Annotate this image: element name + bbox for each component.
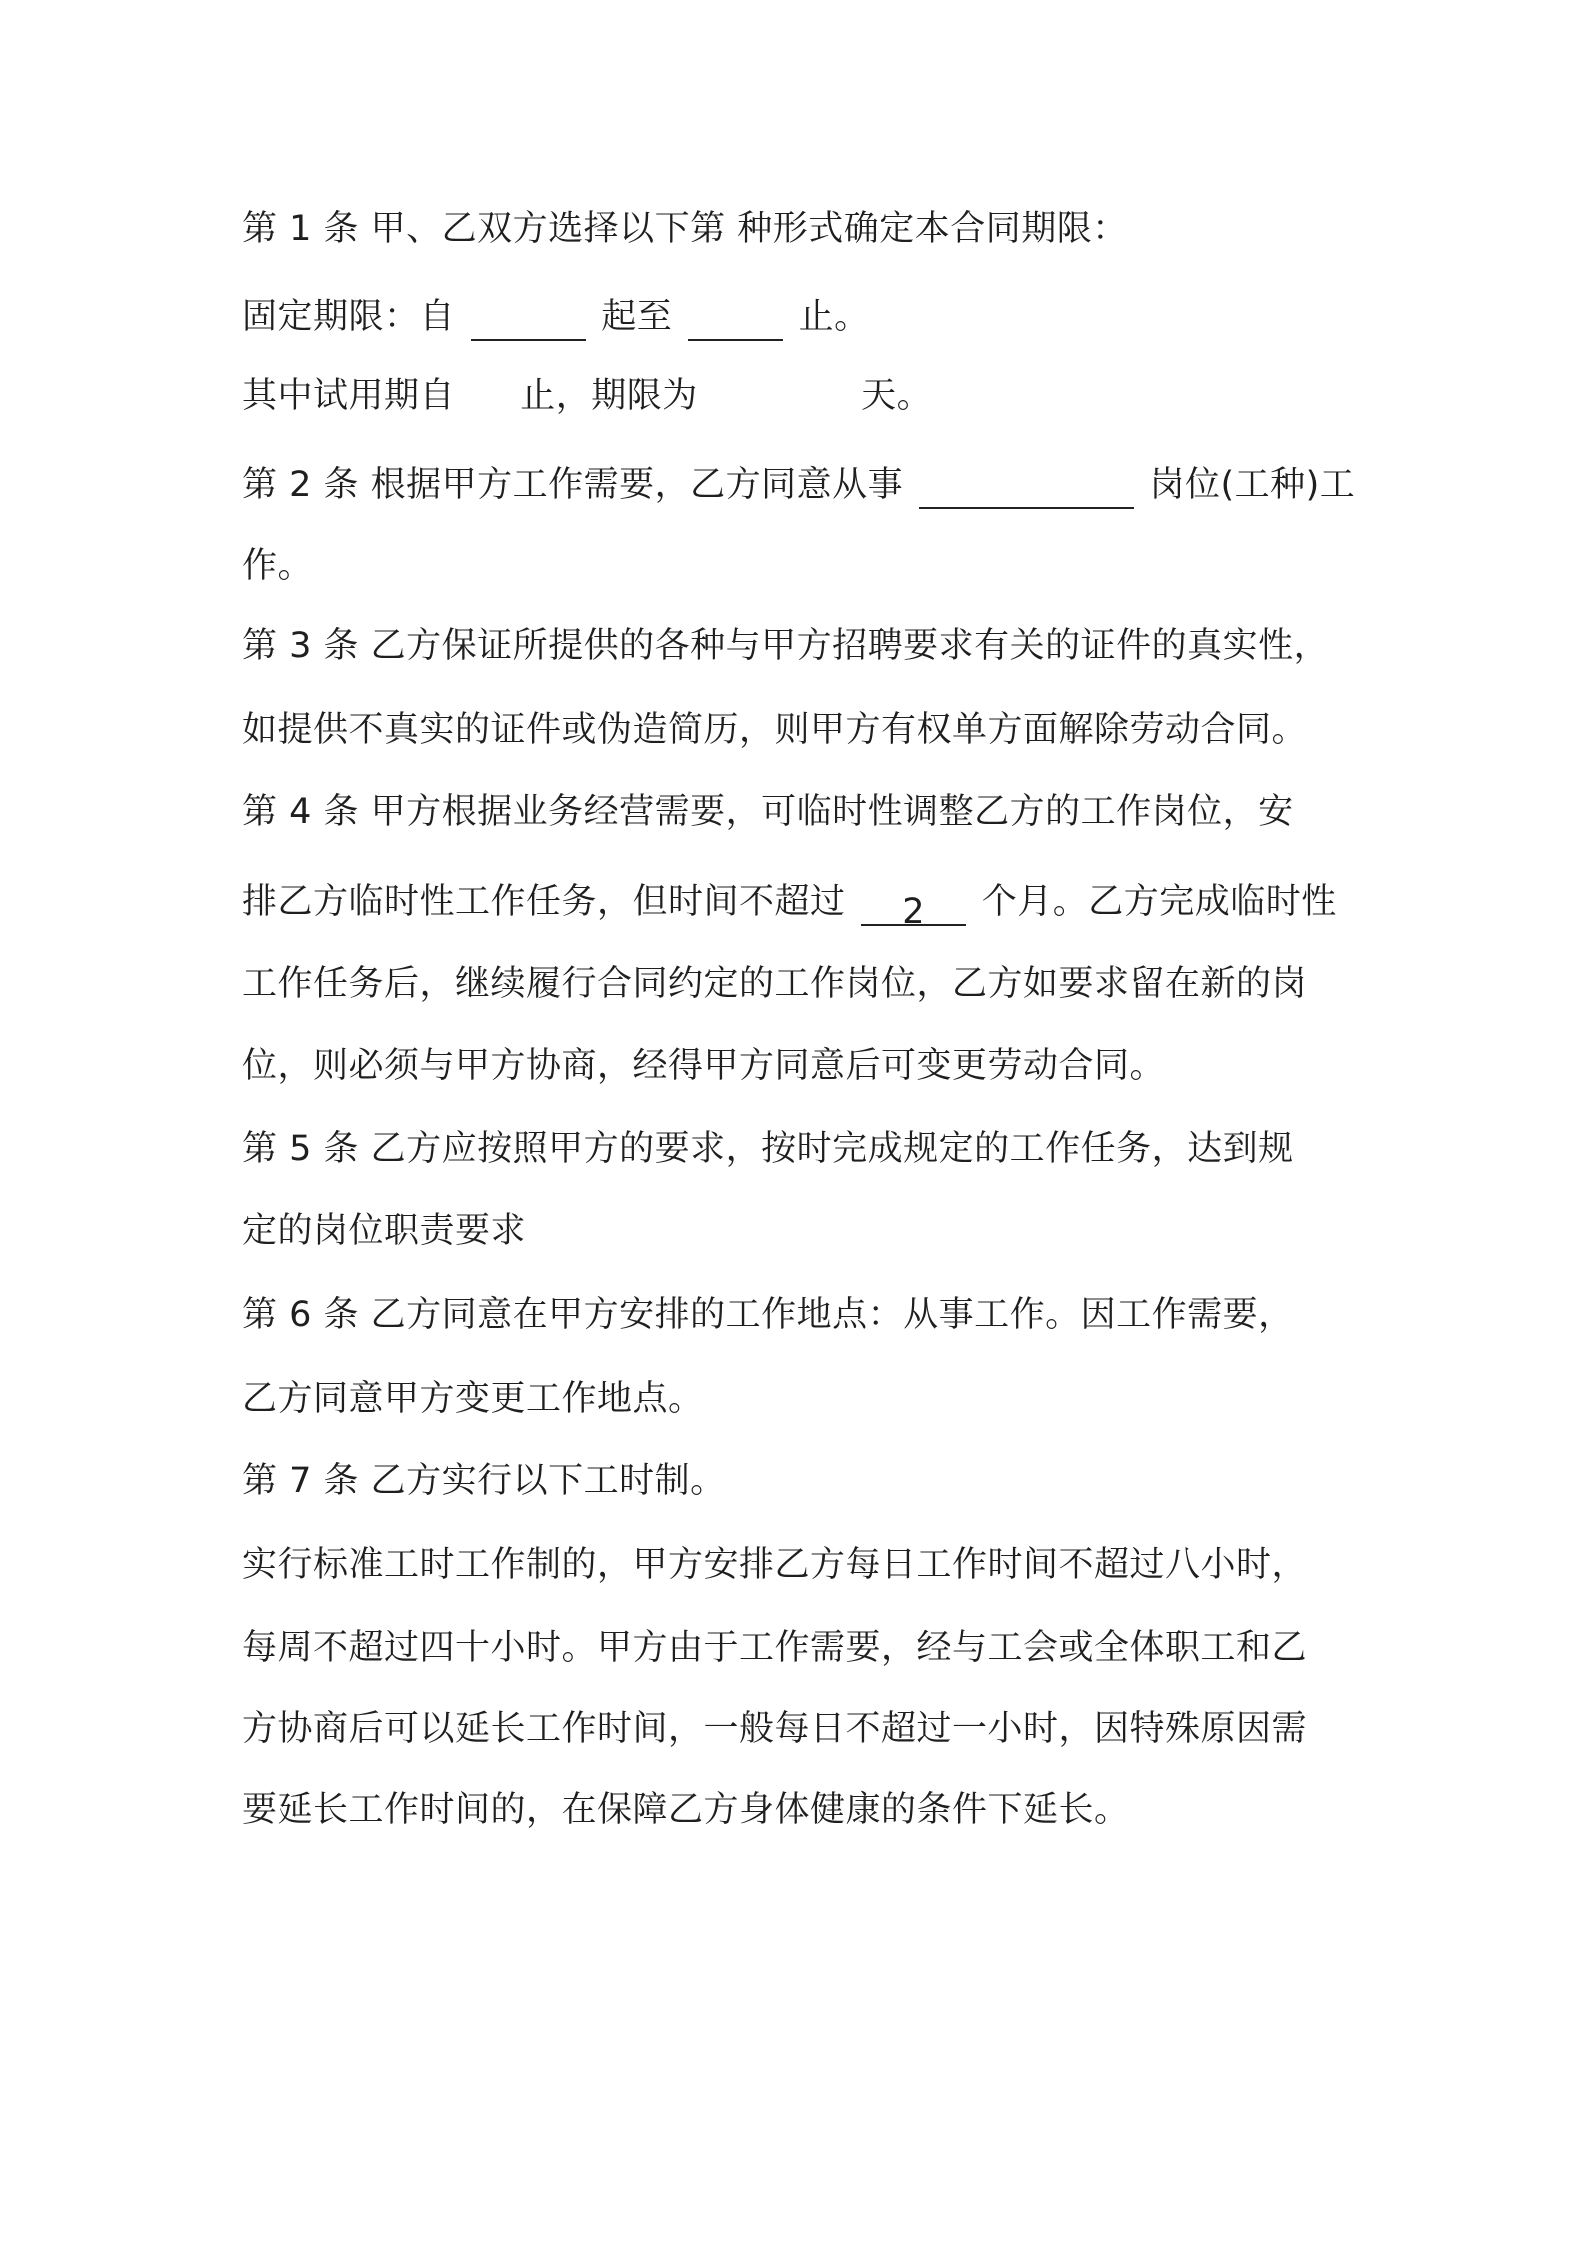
article-7-para-line-2 xyxy=(242,1624,1307,1672)
article-6-text-a: 第 6 条 乙方同意在甲方安排的工作地点：从事工作。因工作需要， xyxy=(242,1295,1294,1335)
article-4-text-d: 工作任务后，继续履行合同约定的工作岗位，乙方如要求留在新的岗 xyxy=(242,964,1308,1004)
fixed-term-label: 固定期限：自 xyxy=(242,297,456,337)
article-6-text-b: 乙方同意甲方变更工作地点。 xyxy=(242,1379,704,1419)
article-1-heading xyxy=(242,205,1128,253)
article-4-text-b: 排乙方临时性工作任务，但时间不超过 xyxy=(242,882,846,922)
article-3-line-2 xyxy=(242,706,1307,754)
article-7-line-1 xyxy=(242,1457,726,1505)
probation-start-label: 其中试用期自 xyxy=(242,376,456,416)
months-blank[interactable]: 2 xyxy=(861,888,966,926)
article-7-text-e: 要延长工作时间的，在保障乙方身体健康的条件下延长。 xyxy=(242,1790,1130,1830)
article-2-text-b: 岗位(工种)工 xyxy=(1149,465,1356,505)
article-7-para-line-4 xyxy=(242,1786,1130,1834)
article-7-text-d: 方协商后可以延长工作时间，一般每日不超过一小时，因特殊原因需 xyxy=(242,1709,1308,1749)
article-2-line-2 xyxy=(242,542,313,590)
article-5-text-a: 第 5 条 乙方应按照甲方的要求，按时完成规定的工作任务，达到规 xyxy=(242,1129,1294,1169)
article-4-line-3 xyxy=(242,960,1307,1008)
article-4-line-4 xyxy=(242,1042,1165,1090)
article-5-line-2 xyxy=(242,1207,526,1255)
article-2-text-c: 作。 xyxy=(242,546,314,586)
until-label: 起至 xyxy=(601,297,673,337)
article-4-line-1 xyxy=(242,788,1294,836)
days-label: 天。 xyxy=(861,376,933,416)
article-2-line-1 xyxy=(242,461,1355,509)
article-4-text-a: 第 4 条 甲方根据业务经营需要，可临时性调整乙方的工作岗位，安 xyxy=(242,792,1294,832)
article-5-line-1 xyxy=(242,1125,1294,1173)
article-4-text-e: 位，则必须与甲方协商，经得甲方同意后可变更劳动合同。 xyxy=(242,1046,1166,1086)
article-7-text-c: 每周不超过四十小时。甲方由于工作需要，经与工会或全体职工和乙 xyxy=(242,1628,1308,1668)
article-1-text: 第 1 条 甲、乙双方选择以下第 种形式确定本合同期限： xyxy=(242,209,1128,249)
probation-line xyxy=(242,372,932,420)
article-5-text-b: 定的岗位职责要求 xyxy=(242,1211,527,1251)
end-date-blank[interactable] xyxy=(688,303,783,341)
article-7-text-b: 实行标准工时工作制的，甲方安排乙方每日工作时间不超过八小时， xyxy=(242,1545,1308,1585)
article-3-text-b: 如提供不真实的证件或伪造简历，则甲方有权单方面解除劳动合同。 xyxy=(242,710,1308,750)
article-3-text-a: 第 3 条 乙方保证所提供的各种与甲方招聘要求有关的证件的真实性， xyxy=(242,626,1330,666)
article-6-line-1 xyxy=(242,1291,1294,1339)
article-3-line-1 xyxy=(242,622,1329,670)
article-2-text-a: 第 2 条 根据甲方工作需要，乙方同意从事 xyxy=(242,465,904,505)
article-7-para-line-1 xyxy=(242,1541,1307,1589)
stop-label: 止。 xyxy=(798,297,870,337)
position-blank[interactable] xyxy=(919,471,1134,509)
article-6-line-2 xyxy=(242,1375,704,1423)
article-4-text-c: 个月。乙方完成临时性 xyxy=(981,882,1337,922)
fixed-term-line xyxy=(242,293,870,341)
article-7-text-a: 第 7 条 乙方实行以下工时制。 xyxy=(242,1461,726,1501)
probation-period-label: 止，期限为 xyxy=(520,376,698,416)
article-7-para-line-3 xyxy=(242,1705,1307,1753)
article-4-line-2 xyxy=(242,878,1337,932)
start-date-blank[interactable] xyxy=(471,303,586,341)
